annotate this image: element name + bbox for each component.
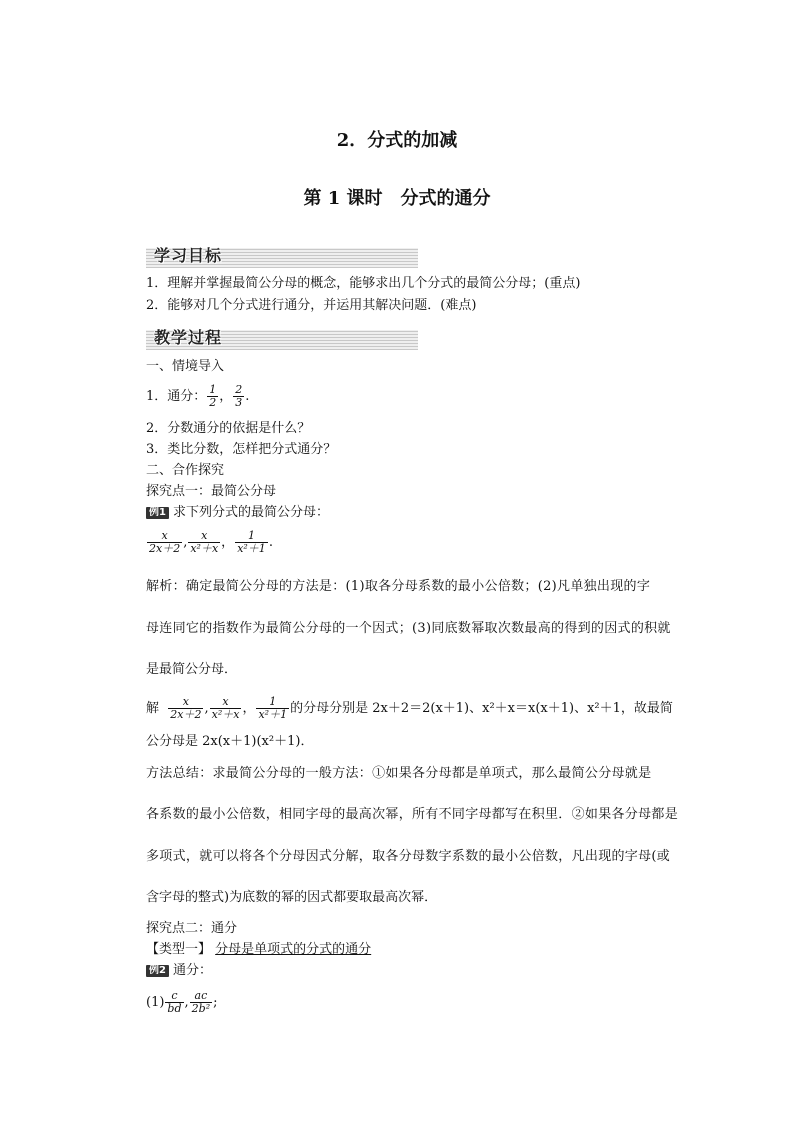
intro-question-1: 1．通分： $\frac{1}{2}$ ， $\frac{2}{3}$ . (146, 383, 250, 409)
numerator: ac (194, 989, 208, 1002)
numerator: x (201, 529, 208, 542)
section-banner-process (146, 330, 418, 350)
example-2-item-1: (1) $\frac{c}{bd}$ , $\frac{ac}{\text{2b²}}$ ; (146, 989, 218, 1015)
section-process-label: 教学过程 (154, 328, 223, 347)
solution-prefix: 解 (146, 701, 160, 716)
fraction (256, 696, 289, 721)
denominator: 2b² (191, 1002, 211, 1015)
intro-heading: 一、情境导入 (146, 359, 225, 374)
goal-1: 1．理解并掌握最简公分母的概念，能够求出几个分式的最简公分母；(重点) (146, 276, 581, 291)
numerator: 2 (235, 383, 243, 396)
example-1-text: 求下列分式的最简公分母： (172, 505, 329, 520)
solution-line-2: 公分母是 2x(x＋1)(x²＋1)． (146, 734, 314, 749)
numerator: 1 (269, 695, 277, 708)
intro-question-3: 3．类比分数，怎样把分式通分？ (146, 442, 337, 457)
type-1-text: 分母是单项式的分式的通分 (215, 942, 372, 957)
fraction (190, 990, 212, 1015)
type-1-heading (146, 941, 371, 959)
solution-text: 的分母分别是 2x＋2＝2(x＋1)、x²＋x＝x(x＋1)、x²＋1，故最简 (290, 701, 673, 716)
method-line-2: 各系数的最小公倍数，相同字母的最高次幂，所有不同字母都写在积里．②如果各分母都是 (146, 807, 679, 822)
denominator: 2 (209, 396, 217, 409)
numerator: 1 (248, 529, 255, 542)
item-prefix: (1) (146, 995, 165, 1010)
point-2-heading: 探究点二：通分 (146, 921, 238, 936)
numerator: x (161, 529, 168, 542)
page-title: 2．分式的加减 (336, 130, 458, 151)
analysis-line-1: 解析：确定最简公分母的方法是：(1)取各分母系数的最小公倍数；(2)凡单独出现的字 (146, 579, 651, 594)
intro-q1-prefix: 1．通分： (146, 389, 207, 404)
fraction (147, 530, 182, 555)
denominator: x²＋1 (258, 708, 288, 721)
section-banner-goals (146, 248, 418, 268)
method-line-3: 多项式，就可以将各个分母因式分解，取各分母数字系数的最小公倍数，凡出现的字母(或 (146, 849, 671, 864)
denominator: bd (167, 1002, 182, 1015)
type-1-label: 【类型一】 (146, 942, 212, 957)
analysis-line-3: 是最简公分母． (146, 662, 238, 677)
fraction (210, 696, 242, 721)
numerator: x (222, 695, 229, 708)
method-line-4: 含字母的整式)为底数的幂的因式都要取最高次幂． (146, 890, 438, 905)
point-1-heading: 探究点一：最简公分母 (146, 484, 277, 499)
solution-line-1: 解 $\frac{x}{2x+2}$ , $\frac{x}{\text{x²＋x}}$ ， $\frac{1}{\text{x²＋1}}$ 的分母分别是 2x＋2＝2(x＋1)、x²＋x＝x(x＋1)、x²＋1，故最简 (146, 695, 673, 721)
page-subtitle: 第 1 课时 分式的通分 (303, 188, 491, 209)
example-1-fractions: $\frac{x}{2x+2}$ , $\frac{x}{\text{x²＋x}}$ ， $\frac{1}{\text{x²＋1}}$ . (149, 529, 273, 555)
section-goals-label: 学习目标 (154, 246, 223, 265)
example-1-tag: 例1 (146, 507, 169, 519)
denominator: x²＋x (211, 708, 240, 721)
example-1 (146, 504, 329, 522)
fraction (188, 530, 220, 555)
example-2-tag: 例2 (146, 965, 169, 977)
fraction (235, 530, 268, 555)
example-2 (146, 962, 212, 980)
fraction (207, 384, 218, 409)
fraction (233, 384, 244, 409)
numerator: x (182, 695, 189, 708)
method-line-1: 方法总结：求最简公分母的一般方法：①如果各分母都是单项式，那么最简公分母就是 (146, 766, 652, 781)
intro-question-2: 2．分数通分的依据是什么？ (146, 421, 311, 436)
denominator: x²＋1 (237, 542, 266, 555)
denominator: 3 (235, 396, 243, 409)
coop-heading: 二、合作探究 (146, 463, 225, 478)
denominator: 2x＋2 (149, 542, 181, 555)
denominator: 2x＋2 (170, 708, 202, 721)
analysis-line-2: 母连同它的指数作为最简公分母的一个因式；(3)同底数幂取次数最高的得到的因式的积就 (146, 621, 671, 636)
numerator: c (171, 989, 178, 1002)
numerator: 1 (209, 383, 217, 396)
fraction (168, 696, 203, 721)
denominator: x²＋x (190, 542, 219, 555)
fraction (165, 990, 183, 1015)
example-2-text: 通分： (172, 963, 212, 978)
goal-2: 2．能够对几个分式进行通分，并运用其解决问题．(难点) (146, 298, 477, 313)
